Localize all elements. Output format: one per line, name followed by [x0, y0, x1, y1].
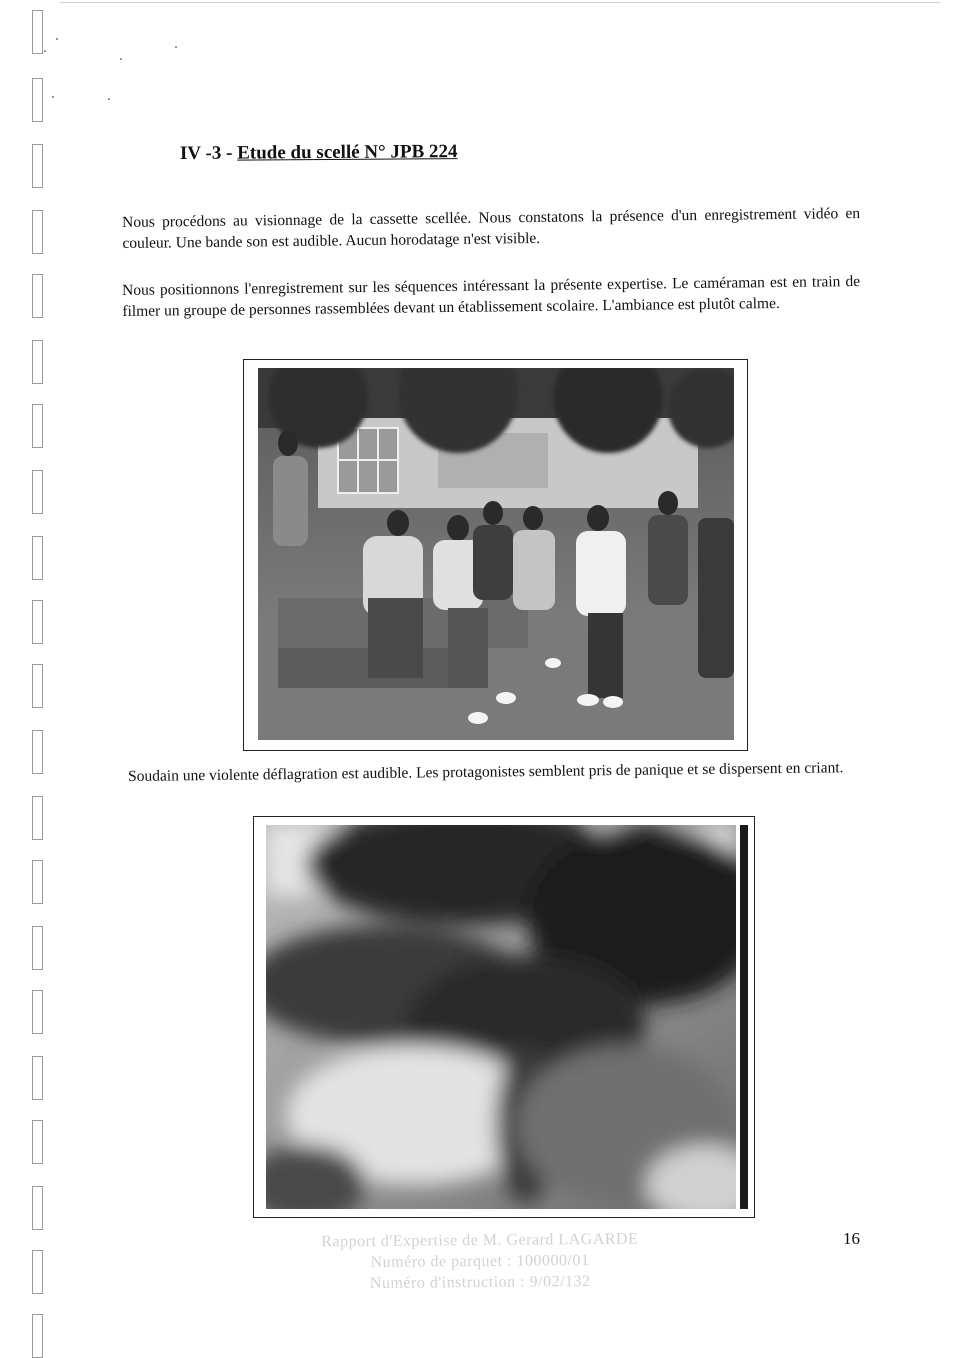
- binding-hole: [32, 1186, 43, 1230]
- paragraph-recording: Nous positionnons l'enregistrement sur les séquences intéressant la présente expertise. Le caméraman est en train de filmer un groupe de personnes rassemblées devant un établissement scolaire. L'ambiance est plutôt calme.: [122, 272, 861, 320]
- binding-hole: [32, 144, 43, 188]
- image-edge-bar: [740, 825, 748, 1209]
- scan-speck: [175, 46, 177, 48]
- scan-speck: [56, 38, 58, 40]
- video-still-group-photo: [243, 359, 748, 751]
- binding-hole: [32, 210, 43, 254]
- binding-hole: [32, 1250, 43, 1294]
- page-top-edge: [60, 2, 940, 3]
- binding-hole: [32, 990, 43, 1034]
- binding-holes: [22, 0, 52, 1355]
- binding-hole: [32, 860, 43, 904]
- photo-image: [266, 825, 736, 1209]
- scan-speck: [44, 50, 46, 52]
- scan-speck: [108, 98, 110, 100]
- binding-hole: [32, 274, 43, 318]
- blurred-scene-image: [266, 825, 736, 1209]
- section-number: IV -3 -: [179, 142, 238, 164]
- binding-hole: [32, 404, 43, 448]
- binding-hole: [32, 1314, 43, 1358]
- scan-speck: [120, 58, 122, 60]
- binding-hole: [32, 730, 43, 774]
- group-scene-image: [258, 368, 734, 740]
- binding-hole: [32, 1056, 43, 1100]
- binding-hole: [32, 536, 43, 580]
- photo-image: [258, 368, 734, 740]
- paragraph-cassette: Nous procédons au visionnage de la cassette scellée. Nous constatons la présence d'un enregistrement vidéo en couleur. Une bande son est audible. Aucun horodatage n'est visible.: [122, 204, 861, 252]
- binding-hole: [32, 10, 43, 54]
- section-title: Etude du scellé N° JPB 224: [237, 141, 458, 164]
- footer-parquet-number: Numéro de parquet : 100000/01: [370, 1252, 590, 1271]
- binding-hole: [32, 340, 43, 384]
- binding-hole: [32, 78, 43, 122]
- footer-report-title: Rapport d'Expertise de M. Gerard LAGARDE: [321, 1230, 639, 1251]
- binding-hole: [32, 796, 43, 840]
- scan-speck: [52, 96, 54, 98]
- page-number: 16: [843, 1229, 860, 1248]
- binding-hole: [32, 600, 43, 644]
- binding-hole: [32, 1120, 43, 1164]
- footer-instruction-number: Numéro d'instruction : 9/02/132: [369, 1273, 591, 1292]
- binding-hole: [32, 664, 43, 708]
- binding-hole: [32, 470, 43, 514]
- section-heading: [180, 141, 458, 165]
- report-footer: [250, 1228, 711, 1295]
- binding-hole: [32, 926, 43, 970]
- video-still-blurred-photo: [253, 816, 755, 1218]
- paragraph-explosion: Soudain une violente déflagration est audible. Les protagonistes semblent pris de panique et se dispersent en criant.: [128, 759, 844, 785]
